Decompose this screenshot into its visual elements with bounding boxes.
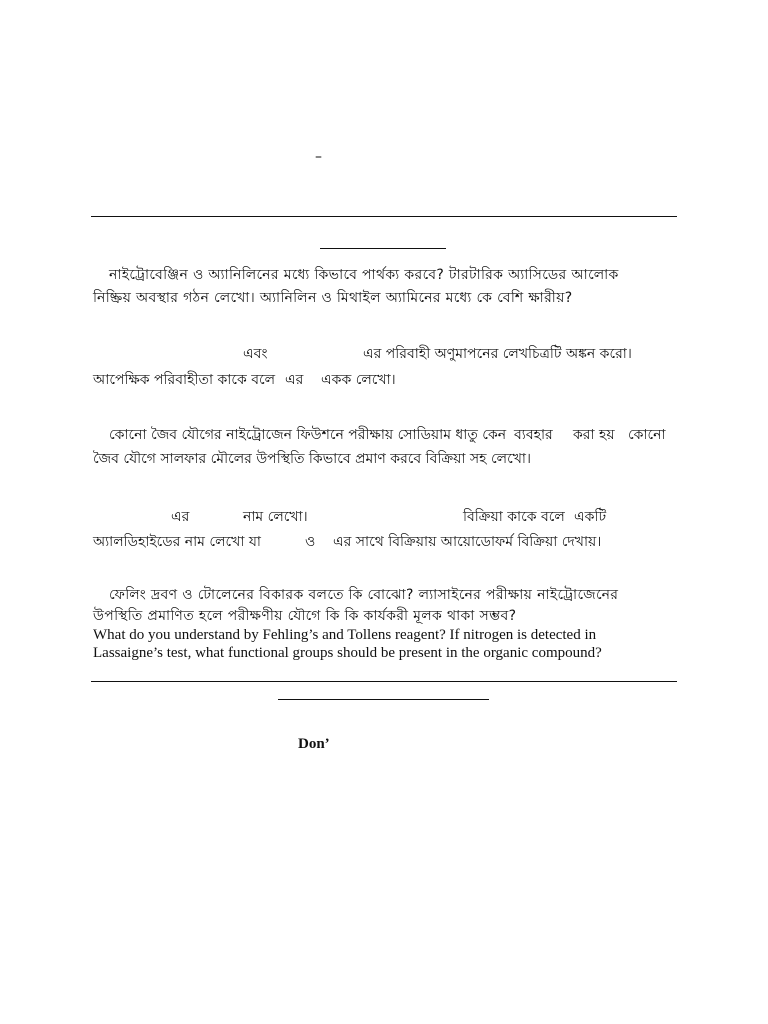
- question-2-text-4: একক লেখো।: [321, 372, 396, 388]
- footer-underline: [278, 699, 489, 700]
- question-4-text-2: নাম লেখো।: [243, 509, 308, 525]
- question-3-text-4: কোনো: [628, 427, 666, 443]
- question-4-text-1: এর: [171, 509, 190, 525]
- question-5-english-line-1: What do you understand by Fehling’s and Tollens reagent? If nitrogen is detected in: [93, 627, 597, 643]
- top-divider: [91, 216, 677, 217]
- question-2-word-and: এবং: [243, 346, 268, 362]
- question-1-line-1: নাইট্রোবেঞ্জিন ও অ্যানিলিনের মধ্যে কিভাবে পার্থক্য করবে? টারটারিক অ্যাসিডের আলোক: [109, 267, 619, 283]
- question-4-text-3: বিক্রিয়া কাকে বলে: [463, 509, 565, 525]
- footer-note: Don’: [298, 736, 330, 752]
- header-dash: –: [315, 149, 322, 165]
- question-3-text-1: কোনো জৈব যৌগের নাইট্রোজেন ফিউশনে পরীক্ষায় সোডিয়াম ধাতু কেন: [109, 427, 507, 443]
- question-1-line-2: নিষ্ক্রিয় অবস্থার গঠন লেখো। অ্যানিলিন ও মিথাইল অ্যামিনের মধ্যে কে বেশি ক্ষারীয়?: [93, 290, 573, 306]
- bottom-divider: [91, 681, 677, 682]
- question-3-text-3: করা হয়: [573, 427, 615, 443]
- question-3-text-2: ব্যবহার: [514, 427, 553, 443]
- question-2-text-3: এর: [285, 372, 304, 388]
- question-5-line-1: ফেলিং দ্রবণ ও টোলেনের বিকারক বলতে কি বোঝো? ল্যাসাইনের পরীক্ষায় নাইট্রোজেনের: [109, 587, 619, 603]
- question-5-line-2: উপস্থিতি প্রমাণিত হলে পরীক্ষণীয় যৌগে কি কি কার্যকরী মূলক থাকা সম্ভব?: [93, 608, 517, 624]
- question-2-text-1: এর পরিবাহী অণুমাপনের লেখচিত্রটি অঙ্কন করো।: [363, 346, 632, 362]
- question-4-text-7: এর সাথে বিক্রিয়ায় আয়োডোফর্ম বিক্রিয়া দেখায়।: [333, 534, 602, 550]
- question-4-text-4: একটি: [574, 509, 607, 525]
- question-3-text-5: জৈব যৌগে সালফার মৌলের উপস্থিতি কিভাবে প্রমাণ করবে বিক্রিয়া সহ লেখো।: [93, 451, 531, 467]
- question-4-text-6: ও: [305, 534, 316, 550]
- question-2-text-2: আপেক্ষিক পরিবাহীতা কাকে বলে: [93, 372, 276, 388]
- question-5-english-line-2: Lassaigne’s test, what functional groups should be present in the organic compound?: [93, 645, 602, 661]
- question-4-text-5: অ্যালডিহাইডের নাম লেখো যা: [93, 534, 261, 550]
- section-underline: [320, 248, 446, 249]
